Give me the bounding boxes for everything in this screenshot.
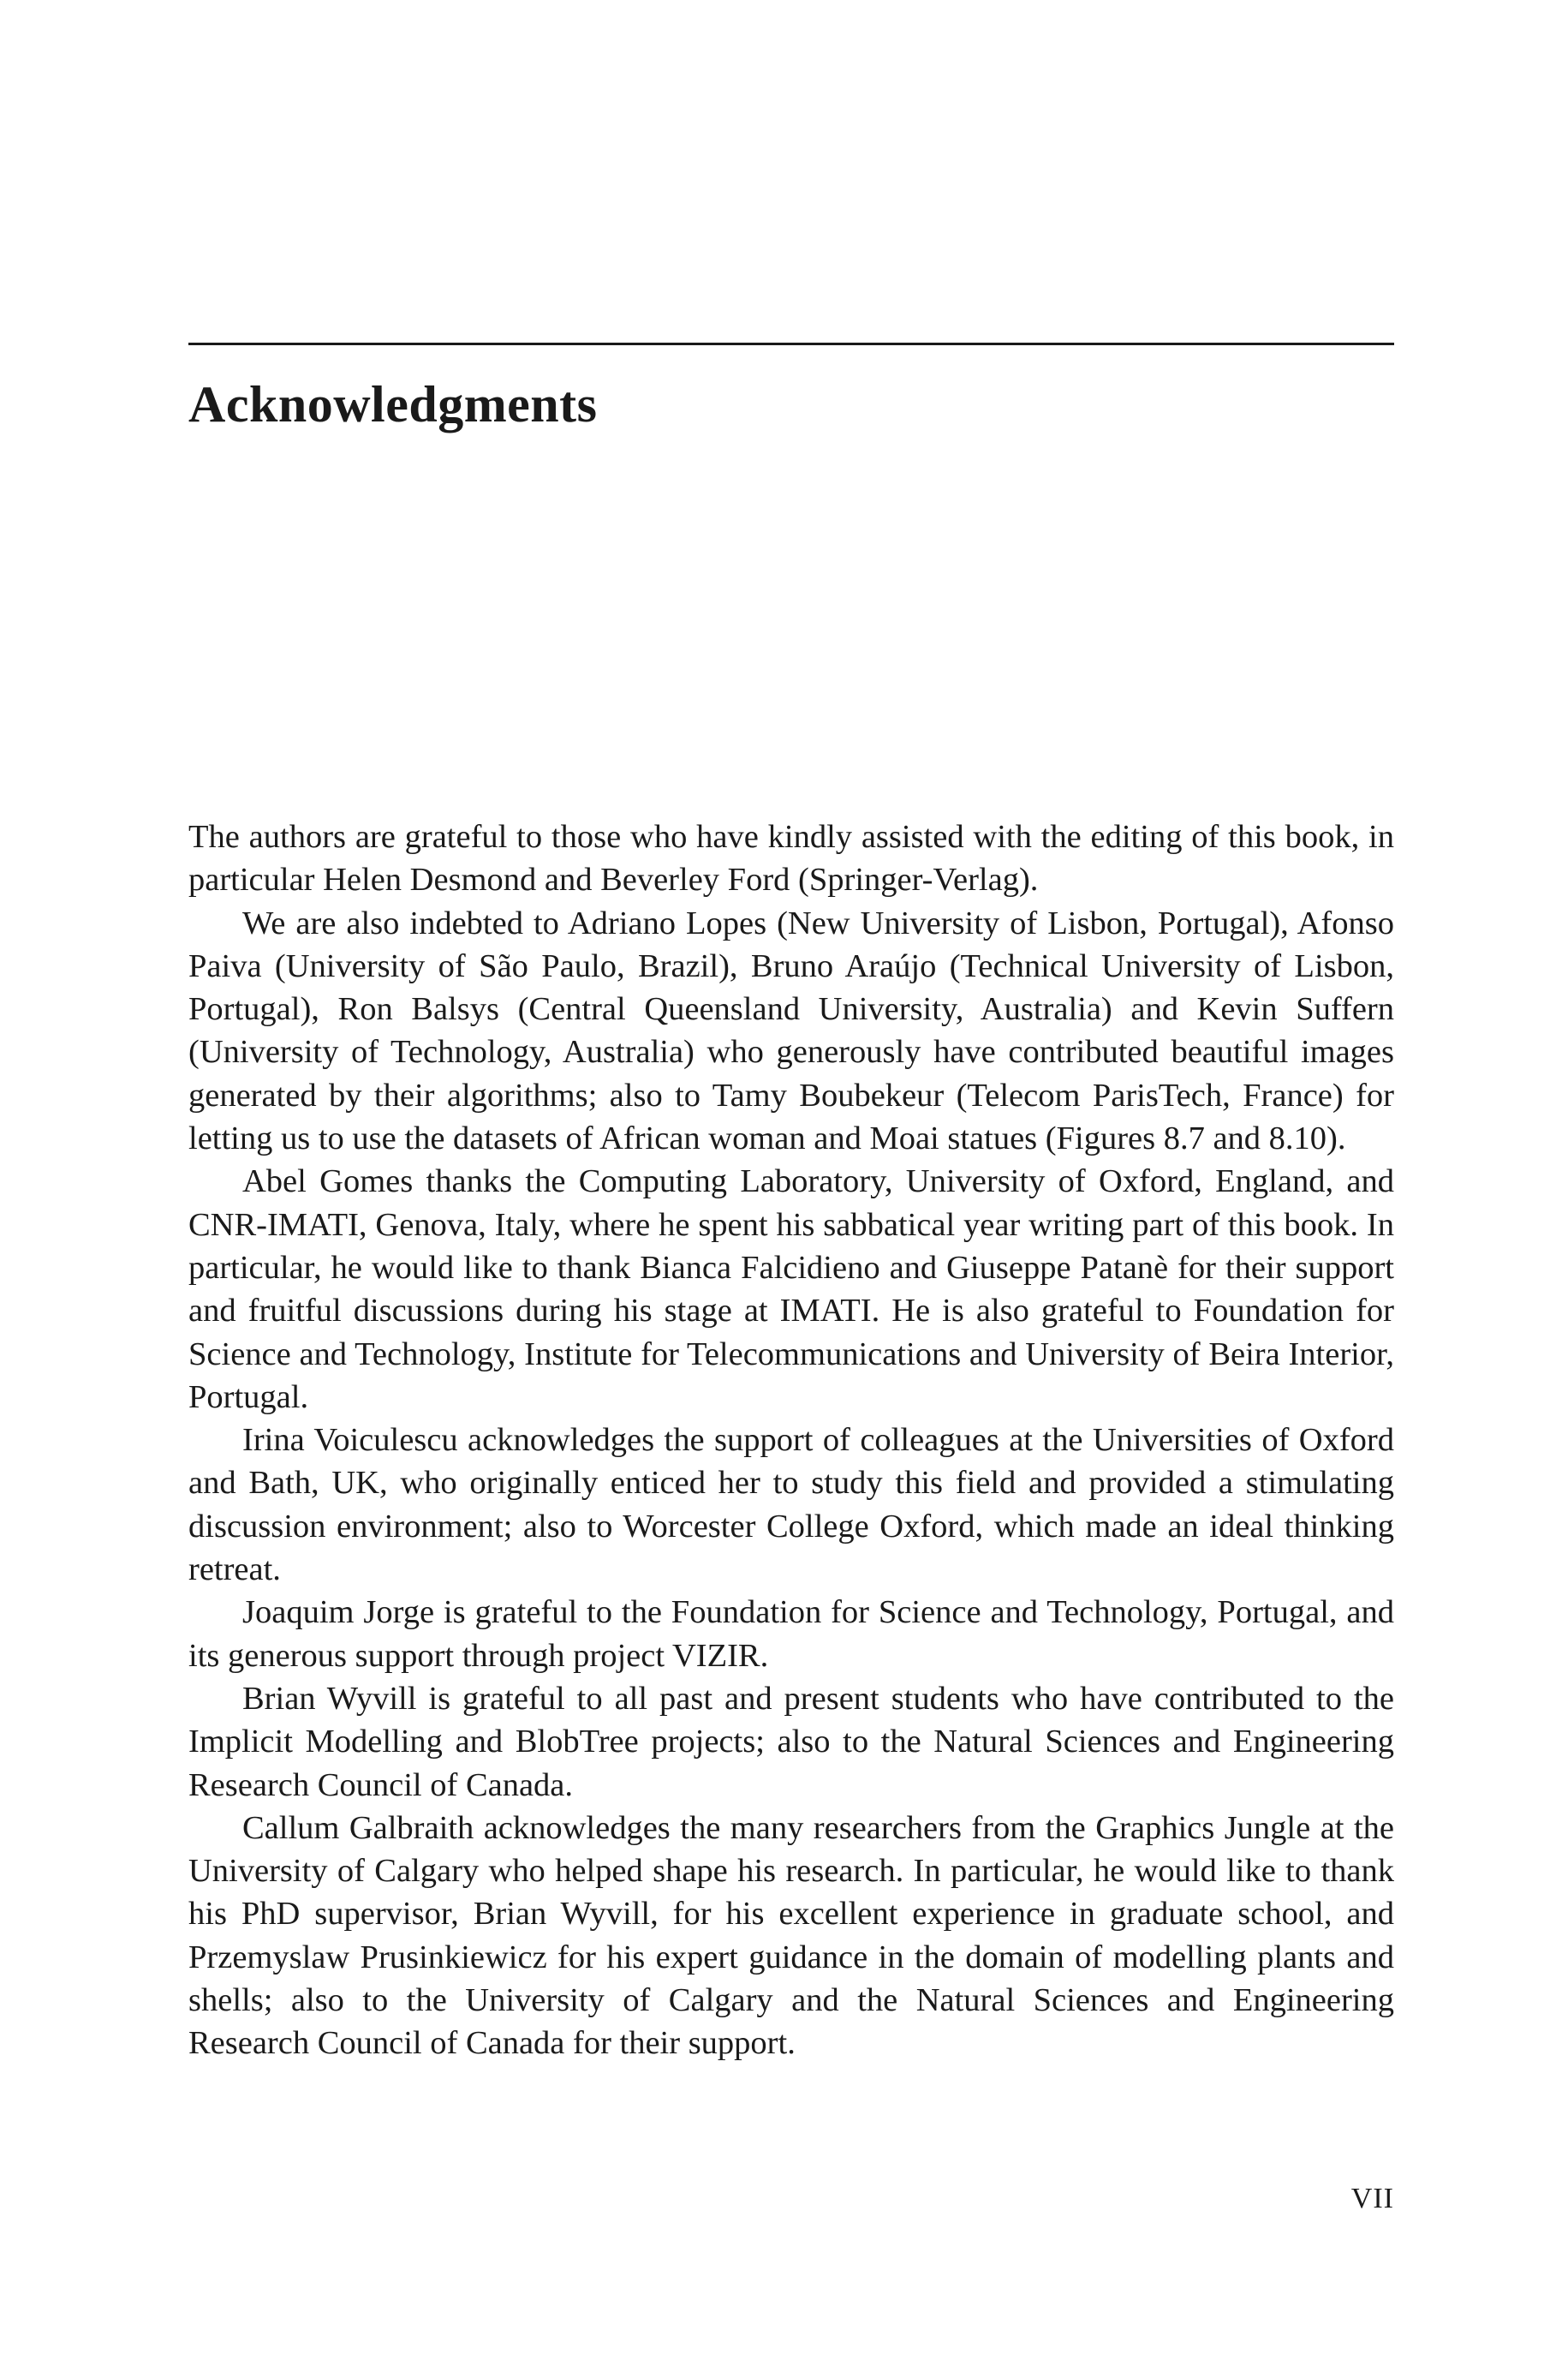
paragraph-editing-thanks: The authors are grateful to those who have kindly assisted with the editing of this book, in particular Helen Desmond and Beverley Ford (Springer-Verlag). (188, 819, 1394, 899)
paragraph-images-thanks: We are also indebted to Adriano Lopes (New University of Lisbon, Portugal), Afonso Paiva (University of São Paulo, Brazil), Bruno Araújo (Technical University of Lisbon, Portugal), Ron Balsys (Central Queensland University, Australia) and Kevin Suffern (University of Technology, Australia) who generously have contributed beautiful images generated by their algorithms; also to Tamy Boubekeur (Telecom ParisTech, France) for letting us to use the datasets of African woman and Moai statues (Figures 8.7 and 8.10). (188, 905, 1394, 1157)
paragraph-joaquim-jorge: Joaquim Jorge is grateful to the Foundation for Science and Technology, Portugal, and its generous support through project VIZIR. (188, 1594, 1394, 1674)
chapter-top-rule (188, 343, 1394, 345)
paragraph-abel-gomes: Abel Gomes thanks the Computing Laboratory, University of Oxford, England, and CNR-IMATI, Genova, Italy, where he spent his sabbatical year writing part of this book. In particular, he would like to thank Bianca Falcidieno and Giuseppe Patanè for their support and fruitful discussions during his stage at IMATI. He is also grateful to Foundation for Science and Technology, Institute for Telecommunications and University of Beira Interior, Portugal. (188, 1163, 1394, 1415)
chapter-title: Acknowledgments (188, 376, 598, 433)
page-number: VII (1350, 2183, 1394, 2214)
paragraph-callum-galbraith: Callum Galbraith acknowledges the many researchers from the Graphics Jungle at the University of Calgary who helped shape his research. In particular, he would like to thank his PhD supervisor, Brian Wyvill, for his excellent experience in graduate school, and Przemyslaw Prusinkiewicz for his expert guidance in the domain of modelling plants and shells; also to the University of Calgary and the Natural Sciences and Engineering Research Council of Canada for their support. (188, 1809, 1394, 2062)
paragraph-brian-wyvill: Brian Wyvill is grateful to all past and present students who have contributed to the Implicit Modelling and BlobTree projects; also to the Natural Sciences and Engineering Research Council of Canada. (188, 1680, 1394, 1803)
acknowledgments-body (188, 816, 1394, 2065)
paragraph-irina-voiculescu: Irina Voiculescu acknowledges the support of colleagues at the Universities of Oxford and Bath, UK, who originally enticed her to study this field and provided a stimulating discussion environment; also to Worcester College Oxford, which made an ideal thinking retreat. (188, 1422, 1394, 1588)
